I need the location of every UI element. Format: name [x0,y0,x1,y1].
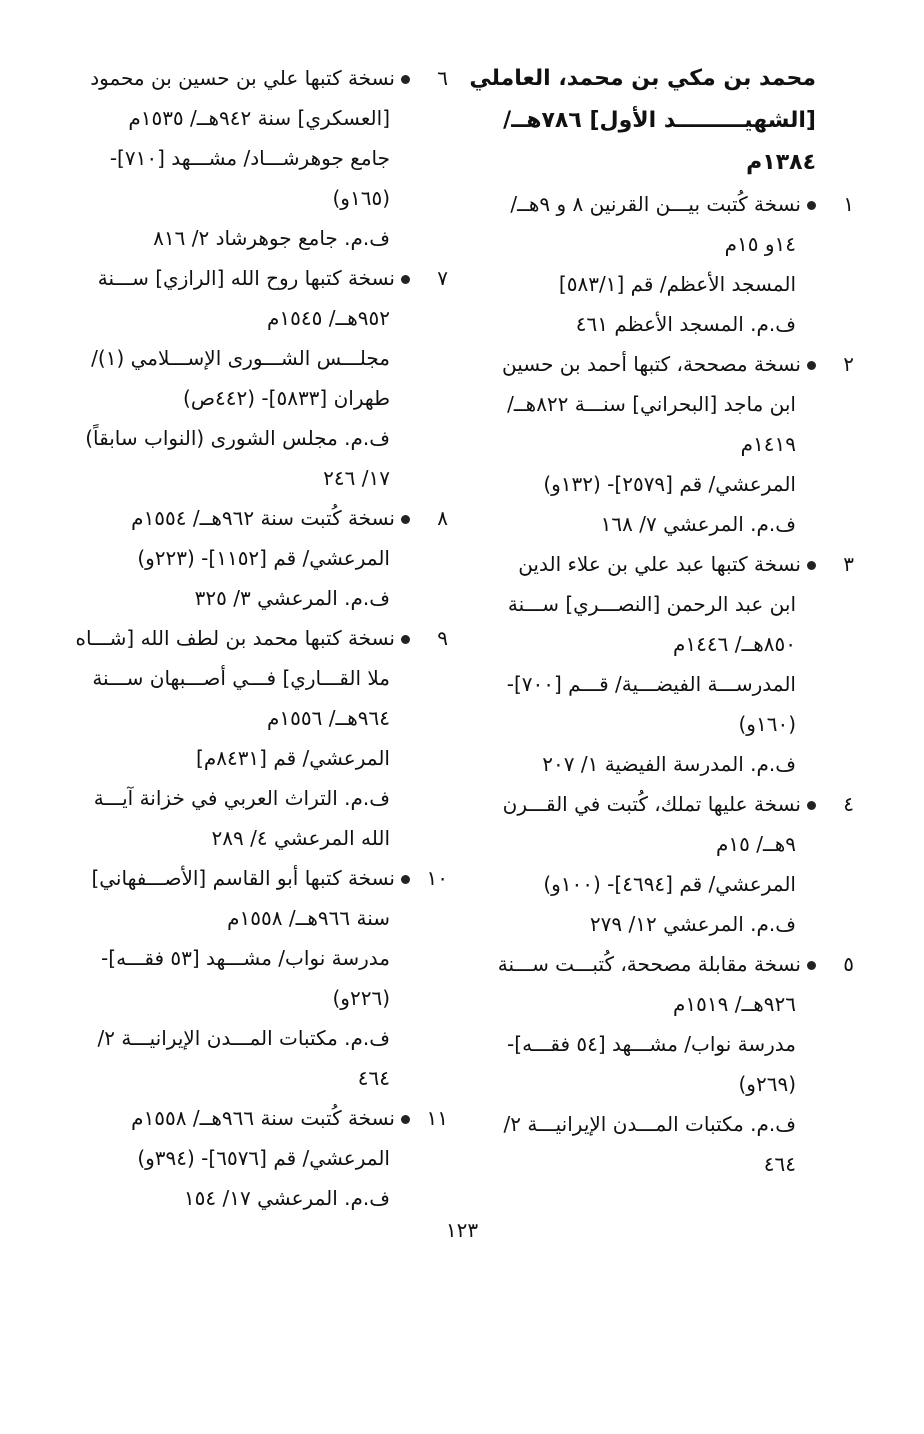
entry-line-text: نسخة كتبها محمد بن لطف الله [شـــاه [75,626,395,650]
entry-number: ٦ [437,66,448,90]
entry-line: المرعشي/ قم [٤٦٩٤]- (١٠٠و) [543,872,796,896]
entry-line: [العسكري] سنة ٩٤٢هــ/ ١٥٣٥م [128,106,390,130]
entry-number: ١٠ [426,866,448,890]
entry-line: ابن ماجد [البحراني] سنـــة ٨٢٢هــ/ [507,392,796,416]
entry-line: ٤٦٤ [357,1066,390,1090]
manuscript-entry [444,344,854,544]
entry-first-line [30,618,410,658]
entry-line: (٢٢٦و) [332,986,390,1010]
entry-number: ٧ [437,266,448,290]
entry-number: ٣ [843,552,854,576]
manuscript-entry [30,58,448,258]
entry-line: المدرســـة الفيضـــية/ قـــم [٧٠٠]- [506,672,796,696]
author-heading [444,58,816,184]
entry-line: مدرسة نواب/ مشـــهد [٥٤ فقـــه]- [507,1032,796,1056]
bullet-icon [401,275,410,284]
entry-first-line [30,258,410,298]
manuscript-entry [30,858,448,1098]
entry-line: (٢٦٩و) [738,1072,796,1096]
entry-line: (١٦٠و) [738,712,796,736]
entry-line: المرعشي/ قم [١١٥٢]- (٢٢٣و) [137,546,390,570]
entry-first-line [30,1098,410,1138]
entry-line: ف.م. المرعشي ٣/ ٣٢٥ [194,586,390,610]
heading-line: [الشهيـــــــــد الأول] ٧٨٦هــ/ [503,108,816,133]
entry-line-text: نسخة مقابلة مصححة، كُتبـــت ســـنة [497,952,801,976]
entry-line: المرعشي/ قم [٦٥٧٦]- (٣٩٤و) [137,1146,390,1170]
entry-line-text: نسخة كُتبت سنة ٩٦٢هــ/ ١٥٥٤م [131,506,395,530]
entry-line: ف.م. المسجد الأعظم ٤٦١ [575,312,796,336]
entry-line-text: نسخة كتبها عبد علي بن علاء الدين [518,552,801,576]
entry-number: ٨ [437,506,448,530]
entry-line-text: نسخة كتبها روح الله [الرازي] ســـنة [97,266,395,290]
bullet-icon [401,75,410,84]
entry-first-line [444,784,816,824]
bullet-icon [807,201,816,210]
heading-line: محمد بن مكي بن محمد، العاملي [469,66,816,91]
entry-line: ٤٦٤ [763,1152,796,1176]
bullet-icon [401,515,410,524]
entry-number: ٩ [437,626,448,650]
entry-line: ١٧/ ٢٤٦ [323,466,390,490]
manuscript-entry [444,544,854,784]
manuscript-entry [444,184,854,344]
bullet-icon [807,801,816,810]
entry-line: ٩هــ/ ١٥م [716,832,796,856]
bullet-icon [807,561,816,570]
page-number: ١٢٣ [445,1218,479,1242]
entry-line-text: نسخة مصححة، كتبها أحمد بن حسين [501,352,801,376]
manuscript-entry [30,1098,448,1218]
entry-number: ١١ [426,1106,448,1130]
left-entries [30,58,448,1218]
entry-first-line [30,858,410,898]
entry-line: المسجد الأعظم/ قم [٥٨٣/١] [558,272,796,296]
entry-line: ملا القـــاري] فـــي أصـــبهان ســـنة [92,666,390,690]
entry-line: ٨٥٠هــ/ ١٤٤٦م [673,632,796,656]
entry-line: الله المرعشي ٤/ ٢٨٩ [211,826,390,850]
entry-line-text: نسخة كُتبت بيـــن القرنين ٨ و ٩هــ/ [510,192,801,216]
manuscript-entry [30,258,448,498]
entry-line-text: نسخة كتبها علي بن حسين بن محمود [90,66,395,90]
bullet-icon [807,961,816,970]
entry-first-line [30,58,410,98]
entry-line: ٩٦٤هــ/ ١٥٥٦م [267,706,390,730]
entry-line: طهران [٥٨٣٣]- (٤٤٢ص) [183,386,390,410]
entry-line: ١٤١٩م [740,432,796,456]
right-entries [444,184,854,1184]
entry-first-line [30,498,410,538]
entry-line: مدرسة نواب/ مشـــهد [٥٣ فقـــه]- [101,946,390,970]
entry-number: ٢ [843,352,854,376]
entry-line: ف.م. المرعشي ١٧/ ١٥٤ [183,1186,390,1210]
entry-number: ١ [843,192,854,216]
entry-line: المرعشي/ قم [٨٤٣١م] [196,746,390,770]
entry-line: ف.م. المرعشي ٧/ ١٦٨ [600,512,796,536]
entry-line: ف.م. مكتبات المـــدن الإيرانيـــة ٢/ [503,1112,796,1136]
entry-line: ف.م. مكتبات المـــدن الإيرانيـــة ٢/ [97,1026,390,1050]
entry-first-line [444,944,816,984]
entry-line: ١٤و ١٥م [724,232,796,256]
manuscript-entry [30,498,448,618]
entry-line: ف.م. التراث العربي في خزانة آيـــة [93,786,390,810]
entry-line-text: نسخة كُتبت سنة ٩٦٦هــ/ ١٥٥٨م [131,1106,395,1130]
bullet-icon [401,635,410,644]
entry-line: ف.م. المرعشي ١٢/ ٢٧٩ [589,912,796,936]
entry-first-line [444,544,816,584]
entry-number: ٥ [843,952,854,976]
bullet-icon [401,1115,410,1124]
entry-line: ٩٥٢هــ/ ١٥٤٥م [267,306,390,330]
entry-first-line [444,344,816,384]
entry-line: ف.م. مجلس الشورى (النواب سابقاً) [85,426,390,450]
entry-line: ٩٢٦هــ/ ١٥١٩م [673,992,796,1016]
entry-line: ف.م. جامع جوهرشاد ٢/ ٨١٦ [153,226,390,250]
entry-line: مجلـــس الشـــورى الإســـلامي (١)/ [91,346,390,370]
heading-line: ١٣٨٤م [746,150,816,175]
entry-line: سنة ٩٦٦هــ/ ١٥٥٨م [227,906,390,930]
entry-line: جامع جوهرشـــاد/ مشـــهد [٧١٠]- [109,146,390,170]
entry-first-line [444,184,816,224]
bullet-icon [401,875,410,884]
right-column [444,58,854,1184]
manuscript-entry [444,784,854,944]
manuscript-entry [30,618,448,858]
left-column [30,58,448,1218]
entry-line: ابن عبد الرحمن [النصـــري] ســـنة [507,592,796,616]
entry-line-text: نسخة عليها تملك، كُتبت في القـــرن [502,792,801,816]
manuscript-entry [444,944,854,1184]
entry-number: ٤ [843,792,854,816]
bullet-icon [807,361,816,370]
entry-line: المرعشي/ قم [٢٥٧٩]- (١٣٢و) [543,472,796,496]
entry-line: (١٦٥و) [332,186,390,210]
entry-line-text: نسخة كتبها أبو القاسم [الأصـــفهاني] [91,866,395,890]
entry-line: ف.م. المدرسة الفيضية ١/ ٢٠٧ [542,752,796,776]
